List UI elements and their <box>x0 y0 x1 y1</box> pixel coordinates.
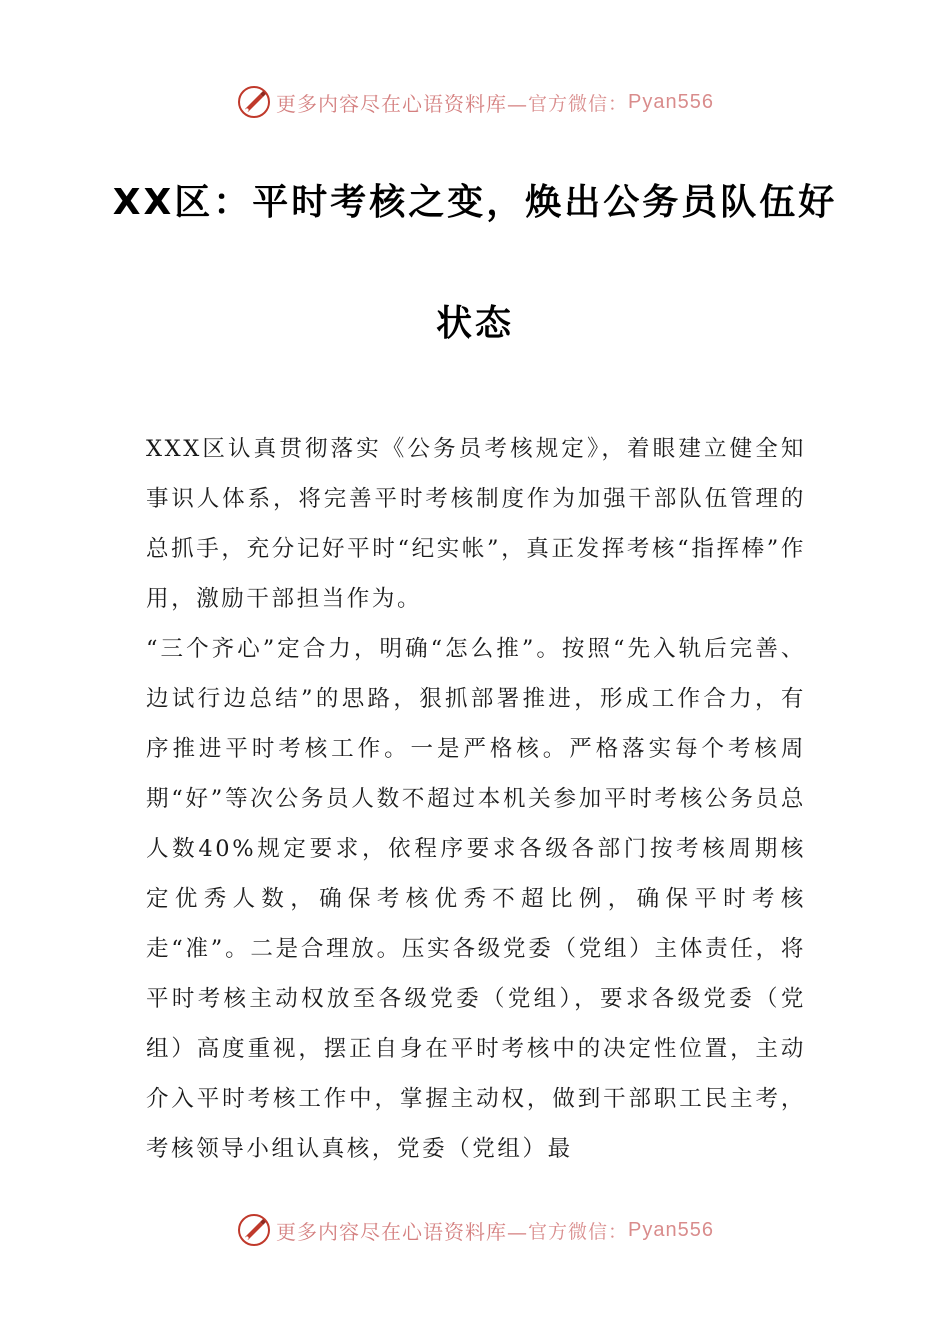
footer-watermark-banner <box>0 1210 950 1250</box>
banner-brand-text: 更多内容尽在心语资料库— <box>276 1219 528 1244</box>
body-paragraph-2: “三个齐心”定合力，明确“怎么推”。按照“先入轨后完善、边试行边总结”的思路，狠抓部署推进，形成工作合力，有序推进平时考核工作。一是严格核。严格落实每个考核周期“好”等次公务员人数不超过本机关参加平时考核公务员总人数40%规定要求，依程序要求各级各部门按考核周期核定优秀人数，确保考核优秀不超比例，确保平时考核走“准”。二是合理放。压实各级党委（党组）主体责任，将平时考核主动权放至各级党委（党组），要求各级党委（党组）高度重视，摆正自身在平时考核中的决定性位置，主动介入平时考核工作中，掌握主动权，做到干部职工民主考，考核领导小组认真核，党委（党组）最 <box>146 636 806 1162</box>
document-body <box>146 424 806 1174</box>
body-paragraph-1: XXX区认真贯彻落实《公务员考核规定》，着眼建立健全知事识人体系，将完善平时考核制度作为加强干部队伍管理的总抓手，充分记好平时“纪实帐”，真正发挥考核“指挥棒”作用，激励干部担当作为。 <box>146 436 806 612</box>
header-watermark-banner <box>0 82 950 122</box>
pen-logo-icon <box>236 84 272 120</box>
banner-brand-text: 更多内容尽在心语资料库— <box>276 91 528 116</box>
document-title-line-2: 状态 <box>435 303 514 344</box>
banner-wechat-label: 官方微信： <box>528 92 629 115</box>
banner-wechat-id: Pyan556 <box>628 1218 714 1241</box>
banner-wechat-id: Pyan556 <box>628 90 714 113</box>
document-title-line-1: XX区：平时考核之变，焕出公务员队伍好 <box>112 182 838 223</box>
banner-wechat-label: 官方微信： <box>528 1220 629 1243</box>
pen-logo-icon <box>236 1212 272 1248</box>
